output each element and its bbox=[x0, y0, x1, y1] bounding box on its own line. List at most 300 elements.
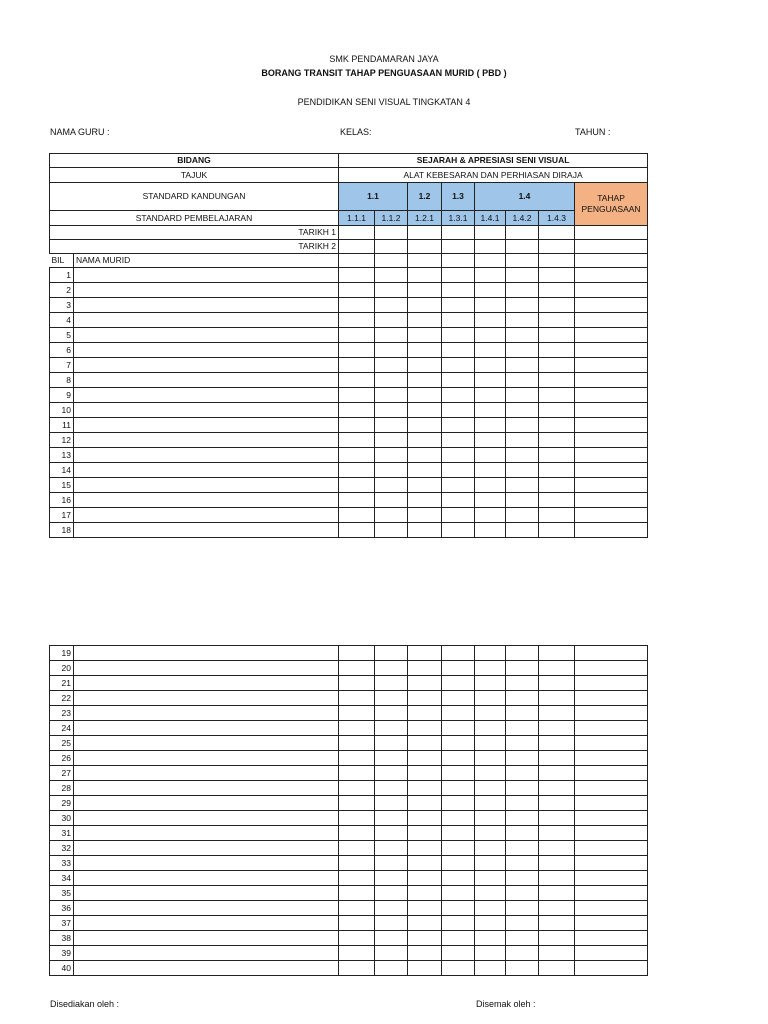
student-name-cell[interactable] bbox=[74, 313, 339, 328]
score-cell[interactable] bbox=[539, 871, 575, 886]
score-cell[interactable] bbox=[506, 418, 539, 433]
score-cell[interactable] bbox=[442, 283, 475, 298]
score-cell[interactable] bbox=[475, 418, 506, 433]
score-cell[interactable] bbox=[442, 856, 475, 871]
score-cell[interactable] bbox=[442, 751, 475, 766]
score-cell[interactable] bbox=[339, 448, 375, 463]
score-cell[interactable] bbox=[408, 493, 442, 508]
score-cell[interactable] bbox=[475, 463, 506, 478]
score-cell[interactable] bbox=[475, 646, 506, 661]
score-cell[interactable] bbox=[442, 961, 475, 976]
score-cell[interactable] bbox=[539, 766, 575, 781]
score-cell[interactable] bbox=[475, 254, 506, 268]
score-cell[interactable] bbox=[375, 781, 408, 796]
score-cell[interactable] bbox=[442, 886, 475, 901]
score-cell[interactable] bbox=[408, 706, 442, 721]
student-name-cell[interactable] bbox=[74, 931, 339, 946]
score-cell[interactable] bbox=[408, 343, 442, 358]
tahap-cell[interactable] bbox=[575, 901, 648, 916]
score-cell[interactable] bbox=[408, 254, 442, 268]
student-name-cell[interactable] bbox=[74, 916, 339, 931]
score-cell[interactable] bbox=[539, 916, 575, 931]
score-cell[interactable] bbox=[506, 493, 539, 508]
score-cell[interactable] bbox=[375, 961, 408, 976]
tarikh-cell[interactable] bbox=[375, 226, 408, 240]
tarikh-cell[interactable] bbox=[408, 226, 442, 240]
student-name-cell[interactable] bbox=[74, 493, 339, 508]
score-cell[interactable] bbox=[375, 901, 408, 916]
score-cell[interactable] bbox=[339, 283, 375, 298]
tahap-cell[interactable] bbox=[575, 766, 648, 781]
score-cell[interactable] bbox=[375, 388, 408, 403]
student-name-cell[interactable] bbox=[74, 871, 339, 886]
score-cell[interactable] bbox=[475, 433, 506, 448]
score-cell[interactable] bbox=[339, 343, 375, 358]
student-name-cell[interactable] bbox=[74, 691, 339, 706]
tahap-cell[interactable] bbox=[575, 433, 648, 448]
score-cell[interactable] bbox=[339, 766, 375, 781]
score-cell[interactable] bbox=[375, 946, 408, 961]
tahap-cell[interactable] bbox=[575, 751, 648, 766]
score-cell[interactable] bbox=[442, 736, 475, 751]
score-cell[interactable] bbox=[408, 691, 442, 706]
student-name-cell[interactable] bbox=[74, 373, 339, 388]
score-cell[interactable] bbox=[339, 463, 375, 478]
score-cell[interactable] bbox=[339, 946, 375, 961]
student-name-cell[interactable] bbox=[74, 358, 339, 373]
tahap-cell[interactable] bbox=[575, 418, 648, 433]
score-cell[interactable] bbox=[539, 946, 575, 961]
score-cell[interactable] bbox=[475, 781, 506, 796]
score-cell[interactable] bbox=[408, 856, 442, 871]
score-cell[interactable] bbox=[506, 796, 539, 811]
score-cell[interactable] bbox=[475, 856, 506, 871]
score-cell[interactable] bbox=[408, 433, 442, 448]
score-cell[interactable] bbox=[339, 254, 375, 268]
score-cell[interactable] bbox=[408, 388, 442, 403]
score-cell[interactable] bbox=[408, 373, 442, 388]
score-cell[interactable] bbox=[475, 946, 506, 961]
score-cell[interactable] bbox=[506, 751, 539, 766]
score-cell[interactable] bbox=[506, 646, 539, 661]
score-cell[interactable] bbox=[339, 916, 375, 931]
score-cell[interactable] bbox=[506, 523, 539, 538]
score-cell[interactable] bbox=[539, 721, 575, 736]
score-cell[interactable] bbox=[442, 433, 475, 448]
tahap-cell[interactable] bbox=[575, 646, 648, 661]
score-cell[interactable] bbox=[506, 961, 539, 976]
score-cell[interactable] bbox=[339, 901, 375, 916]
score-cell[interactable] bbox=[506, 886, 539, 901]
score-cell[interactable] bbox=[339, 523, 375, 538]
score-cell[interactable] bbox=[539, 781, 575, 796]
score-cell[interactable] bbox=[375, 298, 408, 313]
score-cell[interactable] bbox=[375, 373, 408, 388]
score-cell[interactable] bbox=[339, 961, 375, 976]
student-name-cell[interactable] bbox=[74, 328, 339, 343]
score-cell[interactable] bbox=[375, 433, 408, 448]
score-cell[interactable] bbox=[539, 463, 575, 478]
score-cell[interactable] bbox=[442, 493, 475, 508]
score-cell[interactable] bbox=[339, 388, 375, 403]
tahap-cell[interactable] bbox=[575, 478, 648, 493]
score-cell[interactable] bbox=[442, 463, 475, 478]
score-cell[interactable] bbox=[539, 856, 575, 871]
score-cell[interactable] bbox=[506, 283, 539, 298]
score-cell[interactable] bbox=[475, 313, 506, 328]
score-cell[interactable] bbox=[339, 856, 375, 871]
score-cell[interactable] bbox=[339, 931, 375, 946]
score-cell[interactable] bbox=[375, 343, 408, 358]
student-name-cell[interactable] bbox=[74, 676, 339, 691]
student-name-cell[interactable] bbox=[74, 946, 339, 961]
student-name-cell[interactable] bbox=[74, 508, 339, 523]
score-cell[interactable] bbox=[442, 826, 475, 841]
score-cell[interactable] bbox=[475, 766, 506, 781]
student-name-cell[interactable] bbox=[74, 433, 339, 448]
tahap-cell[interactable] bbox=[575, 796, 648, 811]
score-cell[interactable] bbox=[408, 961, 442, 976]
score-cell[interactable] bbox=[442, 373, 475, 388]
score-cell[interactable] bbox=[375, 796, 408, 811]
score-cell[interactable] bbox=[539, 661, 575, 676]
score-cell[interactable] bbox=[506, 811, 539, 826]
score-cell[interactable] bbox=[539, 646, 575, 661]
score-cell[interactable] bbox=[539, 796, 575, 811]
score-cell[interactable] bbox=[339, 373, 375, 388]
score-cell[interactable] bbox=[339, 358, 375, 373]
score-cell[interactable] bbox=[339, 418, 375, 433]
student-name-cell[interactable] bbox=[74, 463, 339, 478]
score-cell[interactable] bbox=[442, 254, 475, 268]
score-cell[interactable] bbox=[339, 328, 375, 343]
tahap-cell[interactable] bbox=[575, 871, 648, 886]
score-cell[interactable] bbox=[506, 766, 539, 781]
student-name-cell[interactable] bbox=[74, 751, 339, 766]
score-cell[interactable] bbox=[442, 706, 475, 721]
score-cell[interactable] bbox=[339, 298, 375, 313]
score-cell[interactable] bbox=[375, 691, 408, 706]
score-cell[interactable] bbox=[539, 751, 575, 766]
score-cell[interactable] bbox=[339, 781, 375, 796]
score-cell[interactable] bbox=[408, 328, 442, 343]
tahap-cell[interactable] bbox=[575, 508, 648, 523]
score-cell[interactable] bbox=[539, 931, 575, 946]
score-cell[interactable] bbox=[506, 328, 539, 343]
score-cell[interactable] bbox=[408, 721, 442, 736]
score-cell[interactable] bbox=[375, 493, 408, 508]
score-cell[interactable] bbox=[442, 766, 475, 781]
score-cell[interactable] bbox=[442, 871, 475, 886]
score-cell[interactable] bbox=[475, 661, 506, 676]
score-cell[interactable] bbox=[442, 946, 475, 961]
score-cell[interactable] bbox=[475, 796, 506, 811]
score-cell[interactable] bbox=[442, 508, 475, 523]
score-cell[interactable] bbox=[375, 268, 408, 283]
score-cell[interactable] bbox=[442, 313, 475, 328]
score-cell[interactable] bbox=[339, 646, 375, 661]
score-cell[interactable] bbox=[442, 388, 475, 403]
tahap-cell[interactable] bbox=[575, 721, 648, 736]
score-cell[interactable] bbox=[375, 463, 408, 478]
score-cell[interactable] bbox=[375, 736, 408, 751]
tahap-cell[interactable] bbox=[575, 826, 648, 841]
student-name-cell[interactable] bbox=[74, 478, 339, 493]
tahap-cell[interactable] bbox=[575, 781, 648, 796]
score-cell[interactable] bbox=[506, 254, 539, 268]
score-cell[interactable] bbox=[375, 886, 408, 901]
tahap-cell[interactable] bbox=[575, 268, 648, 283]
score-cell[interactable] bbox=[506, 691, 539, 706]
score-cell[interactable] bbox=[339, 721, 375, 736]
score-cell[interactable] bbox=[506, 916, 539, 931]
score-cell[interactable] bbox=[408, 403, 442, 418]
student-name-cell[interactable] bbox=[74, 403, 339, 418]
score-cell[interactable] bbox=[339, 691, 375, 706]
score-cell[interactable] bbox=[539, 418, 575, 433]
score-cell[interactable] bbox=[442, 328, 475, 343]
student-name-cell[interactable] bbox=[74, 886, 339, 901]
score-cell[interactable] bbox=[375, 931, 408, 946]
score-cell[interactable] bbox=[475, 826, 506, 841]
score-cell[interactable] bbox=[506, 721, 539, 736]
score-cell[interactable] bbox=[408, 298, 442, 313]
score-cell[interactable] bbox=[408, 676, 442, 691]
score-cell[interactable] bbox=[475, 328, 506, 343]
score-cell[interactable] bbox=[506, 856, 539, 871]
score-cell[interactable] bbox=[408, 826, 442, 841]
score-cell[interactable] bbox=[442, 358, 475, 373]
score-cell[interactable] bbox=[339, 871, 375, 886]
score-cell[interactable] bbox=[375, 871, 408, 886]
score-cell[interactable] bbox=[408, 418, 442, 433]
score-cell[interactable] bbox=[475, 916, 506, 931]
score-cell[interactable] bbox=[408, 268, 442, 283]
score-cell[interactable] bbox=[475, 736, 506, 751]
tahap-cell[interactable] bbox=[575, 283, 648, 298]
tarikh-cell[interactable] bbox=[575, 240, 648, 254]
score-cell[interactable] bbox=[442, 268, 475, 283]
tarikh-cell[interactable] bbox=[506, 226, 539, 240]
score-cell[interactable] bbox=[539, 961, 575, 976]
score-cell[interactable] bbox=[506, 478, 539, 493]
score-cell[interactable] bbox=[506, 508, 539, 523]
score-cell[interactable] bbox=[539, 388, 575, 403]
score-cell[interactable] bbox=[442, 841, 475, 856]
score-cell[interactable] bbox=[442, 343, 475, 358]
score-cell[interactable] bbox=[408, 448, 442, 463]
score-cell[interactable] bbox=[539, 403, 575, 418]
student-name-cell[interactable] bbox=[74, 706, 339, 721]
score-cell[interactable] bbox=[475, 886, 506, 901]
score-cell[interactable] bbox=[442, 691, 475, 706]
score-cell[interactable] bbox=[506, 313, 539, 328]
score-cell[interactable] bbox=[506, 343, 539, 358]
score-cell[interactable] bbox=[408, 811, 442, 826]
score-cell[interactable] bbox=[475, 343, 506, 358]
score-cell[interactable] bbox=[375, 706, 408, 721]
score-cell[interactable] bbox=[539, 298, 575, 313]
score-cell[interactable] bbox=[475, 373, 506, 388]
student-name-cell[interactable] bbox=[74, 841, 339, 856]
score-cell[interactable] bbox=[408, 931, 442, 946]
score-cell[interactable] bbox=[539, 358, 575, 373]
score-cell[interactable] bbox=[442, 676, 475, 691]
score-cell[interactable] bbox=[339, 268, 375, 283]
score-cell[interactable] bbox=[539, 268, 575, 283]
tarikh-cell[interactable] bbox=[442, 240, 475, 254]
score-cell[interactable] bbox=[475, 478, 506, 493]
score-cell[interactable] bbox=[442, 448, 475, 463]
score-cell[interactable] bbox=[539, 811, 575, 826]
score-cell[interactable] bbox=[475, 901, 506, 916]
score-cell[interactable] bbox=[442, 478, 475, 493]
student-name-cell[interactable] bbox=[74, 418, 339, 433]
student-name-cell[interactable] bbox=[74, 523, 339, 538]
score-cell[interactable] bbox=[408, 358, 442, 373]
score-cell[interactable] bbox=[375, 358, 408, 373]
score-cell[interactable] bbox=[506, 706, 539, 721]
student-name-cell[interactable] bbox=[74, 661, 339, 676]
score-cell[interactable] bbox=[375, 328, 408, 343]
tahap-cell[interactable] bbox=[575, 961, 648, 976]
score-cell[interactable] bbox=[506, 358, 539, 373]
tahap-cell[interactable] bbox=[575, 373, 648, 388]
score-cell[interactable] bbox=[408, 736, 442, 751]
student-name-cell[interactable] bbox=[74, 811, 339, 826]
tahap-cell[interactable] bbox=[575, 343, 648, 358]
score-cell[interactable] bbox=[475, 931, 506, 946]
tarikh-cell[interactable] bbox=[408, 240, 442, 254]
score-cell[interactable] bbox=[442, 796, 475, 811]
tahap-cell[interactable] bbox=[575, 298, 648, 313]
score-cell[interactable] bbox=[475, 358, 506, 373]
tarikh-cell[interactable] bbox=[442, 226, 475, 240]
score-cell[interactable] bbox=[375, 478, 408, 493]
score-cell[interactable] bbox=[539, 283, 575, 298]
score-cell[interactable] bbox=[339, 433, 375, 448]
score-cell[interactable] bbox=[506, 298, 539, 313]
score-cell[interactable] bbox=[539, 886, 575, 901]
score-cell[interactable] bbox=[442, 523, 475, 538]
student-name-cell[interactable] bbox=[74, 298, 339, 313]
score-cell[interactable] bbox=[475, 493, 506, 508]
score-cell[interactable] bbox=[339, 796, 375, 811]
score-cell[interactable] bbox=[475, 721, 506, 736]
score-cell[interactable] bbox=[375, 856, 408, 871]
score-cell[interactable] bbox=[339, 493, 375, 508]
score-cell[interactable] bbox=[375, 448, 408, 463]
score-cell[interactable] bbox=[539, 901, 575, 916]
tarikh-cell[interactable] bbox=[339, 240, 375, 254]
tahap-cell[interactable] bbox=[575, 886, 648, 901]
tahap-cell[interactable] bbox=[575, 916, 648, 931]
score-cell[interactable] bbox=[375, 826, 408, 841]
student-name-cell[interactable] bbox=[74, 283, 339, 298]
score-cell[interactable] bbox=[339, 841, 375, 856]
score-cell[interactable] bbox=[375, 811, 408, 826]
score-cell[interactable] bbox=[375, 508, 408, 523]
score-cell[interactable] bbox=[506, 736, 539, 751]
score-cell[interactable] bbox=[339, 736, 375, 751]
student-name-cell[interactable] bbox=[74, 826, 339, 841]
score-cell[interactable] bbox=[506, 448, 539, 463]
score-cell[interactable] bbox=[506, 871, 539, 886]
score-cell[interactable] bbox=[339, 676, 375, 691]
score-cell[interactable] bbox=[375, 254, 408, 268]
tahap-cell[interactable] bbox=[575, 403, 648, 418]
score-cell[interactable] bbox=[539, 523, 575, 538]
score-cell[interactable] bbox=[408, 478, 442, 493]
score-cell[interactable] bbox=[339, 661, 375, 676]
score-cell[interactable] bbox=[475, 388, 506, 403]
tahap-cell[interactable] bbox=[575, 946, 648, 961]
score-cell[interactable] bbox=[408, 871, 442, 886]
score-cell[interactable] bbox=[506, 268, 539, 283]
score-cell[interactable] bbox=[339, 403, 375, 418]
score-cell[interactable] bbox=[442, 931, 475, 946]
tarikh-cell[interactable] bbox=[375, 240, 408, 254]
score-cell[interactable] bbox=[442, 403, 475, 418]
tahap-cell[interactable] bbox=[575, 358, 648, 373]
score-cell[interactable] bbox=[506, 841, 539, 856]
score-cell[interactable] bbox=[539, 343, 575, 358]
score-cell[interactable] bbox=[408, 916, 442, 931]
student-name-cell[interactable] bbox=[74, 781, 339, 796]
tahap-cell[interactable] bbox=[575, 463, 648, 478]
score-cell[interactable] bbox=[539, 254, 575, 268]
score-cell[interactable] bbox=[575, 254, 648, 268]
score-cell[interactable] bbox=[408, 886, 442, 901]
tarikh-cell[interactable] bbox=[539, 240, 575, 254]
score-cell[interactable] bbox=[375, 646, 408, 661]
score-cell[interactable] bbox=[539, 373, 575, 388]
tahap-cell[interactable] bbox=[575, 811, 648, 826]
score-cell[interactable] bbox=[408, 463, 442, 478]
score-cell[interactable] bbox=[339, 811, 375, 826]
score-cell[interactable] bbox=[442, 781, 475, 796]
score-cell[interactable] bbox=[539, 448, 575, 463]
score-cell[interactable] bbox=[375, 676, 408, 691]
score-cell[interactable] bbox=[408, 751, 442, 766]
tahap-cell[interactable] bbox=[575, 856, 648, 871]
score-cell[interactable] bbox=[506, 388, 539, 403]
score-cell[interactable] bbox=[442, 661, 475, 676]
score-cell[interactable] bbox=[375, 751, 408, 766]
score-cell[interactable] bbox=[506, 826, 539, 841]
score-cell[interactable] bbox=[442, 298, 475, 313]
score-cell[interactable] bbox=[539, 313, 575, 328]
score-cell[interactable] bbox=[475, 811, 506, 826]
score-cell[interactable] bbox=[408, 766, 442, 781]
score-cell[interactable] bbox=[475, 751, 506, 766]
score-cell[interactable] bbox=[375, 283, 408, 298]
student-name-cell[interactable] bbox=[74, 736, 339, 751]
student-name-cell[interactable] bbox=[74, 766, 339, 781]
score-cell[interactable] bbox=[339, 508, 375, 523]
score-cell[interactable] bbox=[475, 691, 506, 706]
score-cell[interactable] bbox=[339, 886, 375, 901]
student-name-cell[interactable] bbox=[74, 343, 339, 358]
tahap-cell[interactable] bbox=[575, 661, 648, 676]
tarikh-cell[interactable] bbox=[506, 240, 539, 254]
score-cell[interactable] bbox=[408, 661, 442, 676]
score-cell[interactable] bbox=[506, 931, 539, 946]
score-cell[interactable] bbox=[475, 841, 506, 856]
score-cell[interactable] bbox=[408, 796, 442, 811]
tarikh-cell[interactable] bbox=[475, 226, 506, 240]
score-cell[interactable] bbox=[408, 523, 442, 538]
